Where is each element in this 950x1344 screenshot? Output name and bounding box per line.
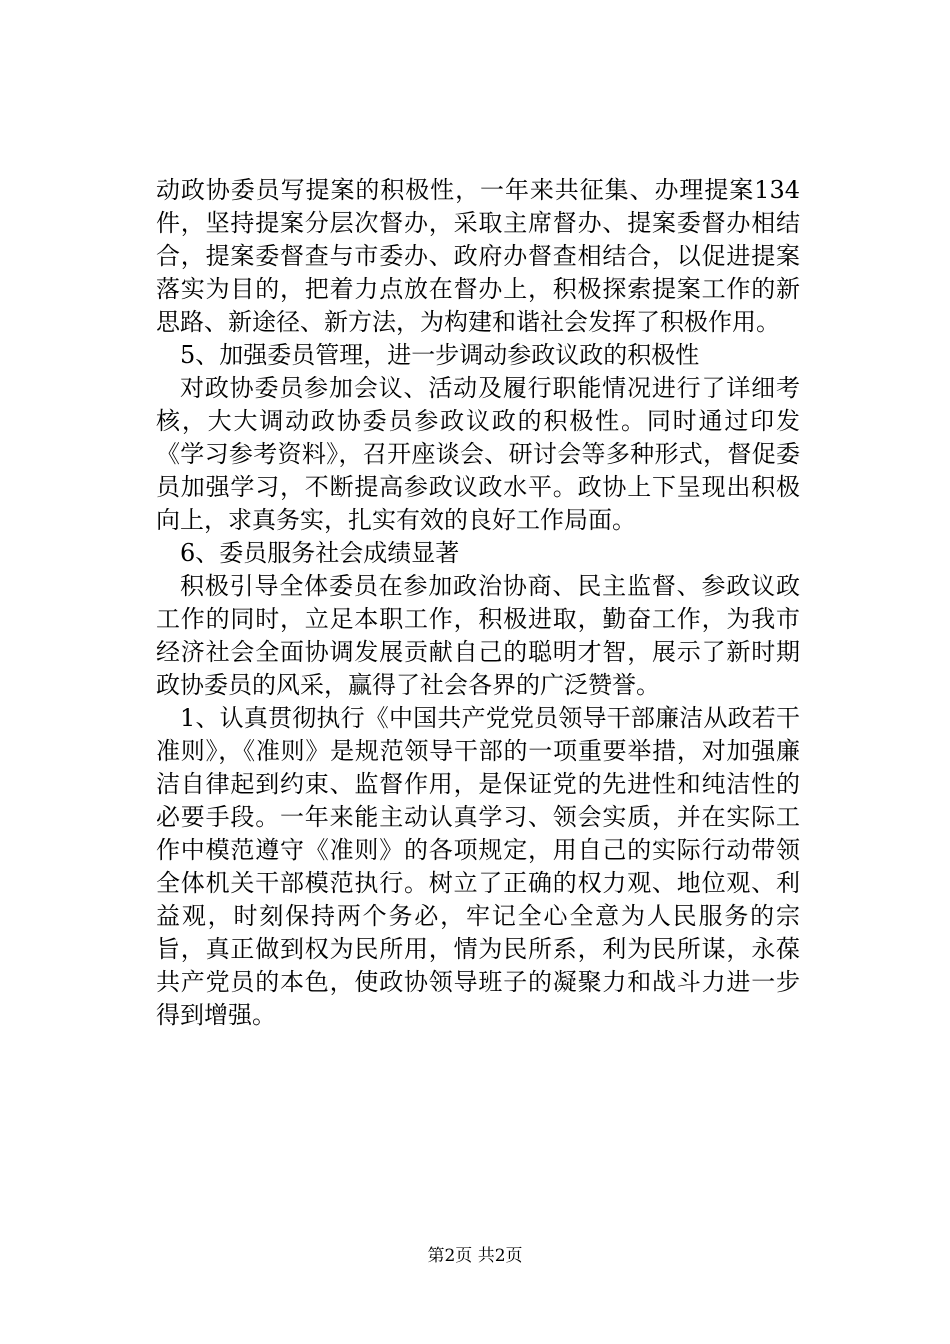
heading-member-management: 5、加强委员管理，进一步调动参政议政的积极性 <box>180 341 700 369</box>
paragraph-proposal-work: 动政协委员写提案的积极性，一年来共征集、办理提案134件，坚持提案分层次督办，采取主席督办、提案委督办相结合，提案委督查与市委办、政府办督查相结合，以促进提案落实为目的，把着力点放在督办上，积极探索提案工作的新思路、新途径、新方法，为构建和谐社会发挥了积极作用。 <box>156 176 800 336</box>
heading-member-service: 6、委员服务社会成绩显著 <box>180 539 460 567</box>
paragraph-integrity-guidelines: 1、认真贯彻执行《中国共产党党员领导干部廉洁从政若干准则》，《准则》是规范领导干部的一项重要举措，对加强廉洁自律起到约束、监督作用，是保证党的先进性和纯洁性的必要手段。一年来能主动认真学习、领会实质，并在实际工作中模范遵守《准则》的各项规定，用自己的实际行动带领全体机关干部模范执行。树立了正确的权力观、地位观、利益观，时刻保持两个务必，牢记全心全意为人民服务的宗旨，真正做到权为民所用，情为民所系，利为民所谋，永葆共产党员的本色，使政协领导班子的凝聚力和战斗力进一步得到增强。 <box>156 704 800 1029</box>
page-number-footer: 第2页 共2页 <box>427 1246 523 1266</box>
paragraph-member-management: 对政协委员参加会议、活动及履行职能情况进行了详细考核，大大调动政协委员参政议政的积极性。同时通过印发《学习参考资料》，召开座谈会、研讨会等多种形式，督促委员加强学习，不断提高参政议政水平。政协上下呈现出积极向上，求真务实，扎实有效的良好工作局面。 <box>156 374 800 534</box>
document-body <box>156 174 800 1032</box>
paragraph-member-service: 积极引导全体委员在参加政治协商、民主监督、参政议政工作的同时，立足本职工作，积极进取，勤奋工作，为我市经济社会全面协调发展贡献自己的聪明才智，展示了新时期政协委员的风采，赢得了社会各界的广泛赞誉。 <box>156 572 800 699</box>
